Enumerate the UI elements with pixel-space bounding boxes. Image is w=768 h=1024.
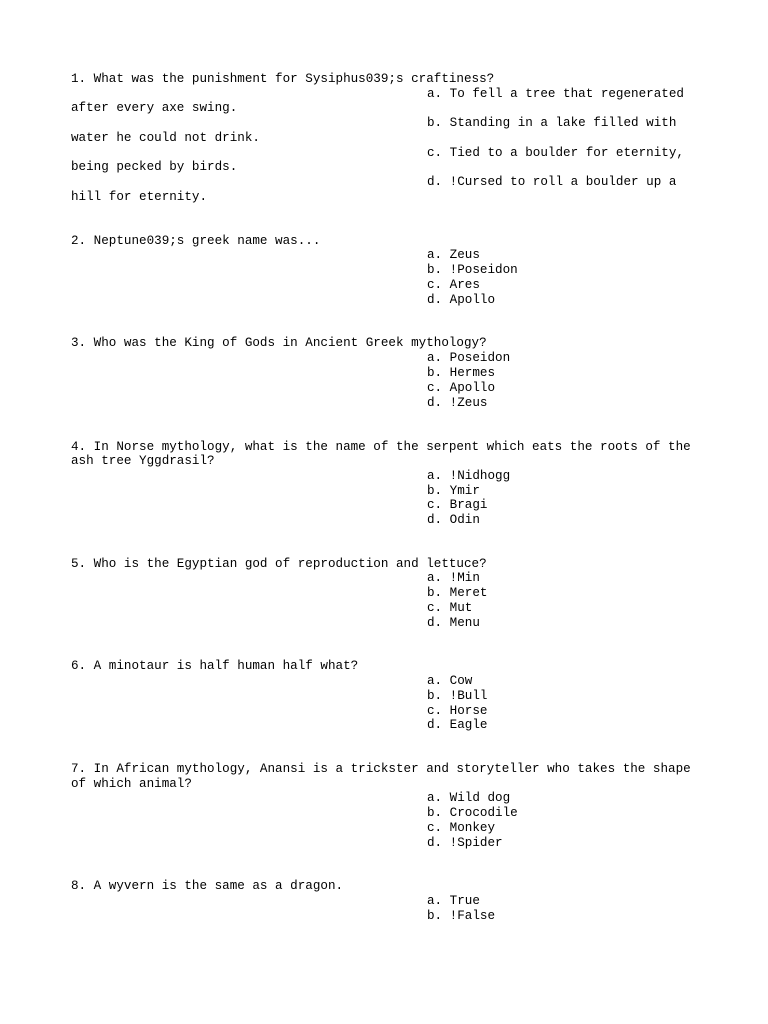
question-1-text: 1. What was the punishment for Sysiphus039;s craftiness? bbox=[71, 72, 495, 86]
question-1-option-d-continued: hill for eternity. bbox=[71, 190, 208, 204]
question-8-option-a: a. True bbox=[427, 894, 480, 908]
question-8-option-b: b. !False bbox=[427, 909, 496, 923]
question-1-option-a-continued: after every axe swing. bbox=[71, 101, 238, 115]
question-1-option-d: d. !Cursed to roll a boulder up a bbox=[427, 175, 677, 189]
question-2-option-a: a. Zeus bbox=[427, 248, 480, 262]
question-7-option-a: a. Wild dog bbox=[427, 791, 511, 805]
question-1-option-c: c. Tied to a boulder for eternity, bbox=[427, 146, 684, 160]
question-2-option-d: d. Apollo bbox=[427, 293, 496, 307]
question-2-option-b: b. !Poseidon bbox=[427, 263, 518, 277]
question-4-option-c: c. Bragi bbox=[427, 498, 488, 512]
question-7-text-line-2: of which animal? bbox=[71, 777, 192, 791]
question-3-option-c: c. Apollo bbox=[427, 381, 496, 395]
question-3-option-d: d. !Zeus bbox=[427, 396, 488, 410]
question-5-option-c: c. Mut bbox=[427, 601, 473, 615]
question-1-option-a: a. To fell a tree that regenerated bbox=[427, 87, 684, 101]
question-6-option-a: a. Cow bbox=[427, 674, 473, 688]
question-4-option-a: a. !Nidhogg bbox=[427, 469, 511, 483]
question-4-option-b: b. Ymir bbox=[427, 484, 480, 498]
question-7-option-c: c. Monkey bbox=[427, 821, 496, 835]
question-5-option-b: b. Meret bbox=[427, 586, 488, 600]
question-8-text: 8. A wyvern is the same as a dragon. bbox=[71, 879, 344, 893]
question-5-option-d: d. Menu bbox=[427, 616, 480, 630]
question-2-text: 2. Neptune039;s greek name was... bbox=[71, 234, 321, 248]
question-4-option-d: d. Odin bbox=[427, 513, 480, 527]
question-3-option-a: a. Poseidon bbox=[427, 351, 511, 365]
question-5-text: 5. Who is the Egyptian god of reproduction and lettuce? bbox=[71, 557, 487, 571]
question-6-option-d: d. Eagle bbox=[427, 718, 488, 732]
question-1-option-c-continued: being pecked by birds. bbox=[71, 160, 238, 174]
question-5-option-a: a. !Min bbox=[427, 571, 480, 585]
question-2-option-c: c. Ares bbox=[427, 278, 480, 292]
question-7-option-b: b. Crocodile bbox=[427, 806, 518, 820]
question-3-option-b: b. Hermes bbox=[427, 366, 496, 380]
question-7-text-line-1: 7. In African mythology, Anansi is a trickster and storyteller who takes the shape bbox=[71, 762, 691, 776]
question-1-option-b-continued: water he could not drink. bbox=[71, 131, 260, 145]
question-1-option-b: b. Standing in a lake filled with bbox=[427, 116, 677, 130]
question-3-text: 3. Who was the King of Gods in Ancient Greek mythology? bbox=[71, 336, 487, 350]
question-7-option-d: d. !Spider bbox=[427, 836, 503, 850]
question-4-text-line-1: 4. In Norse mythology, what is the name of the serpent which eats the roots of the bbox=[71, 440, 691, 454]
question-6-option-b: b. !Bull bbox=[427, 689, 488, 703]
question-6-option-c: c. Horse bbox=[427, 704, 488, 718]
question-4-text-line-2: ash tree Yggdrasil? bbox=[71, 454, 215, 468]
question-6-text: 6. A minotaur is half human half what? bbox=[71, 659, 359, 673]
